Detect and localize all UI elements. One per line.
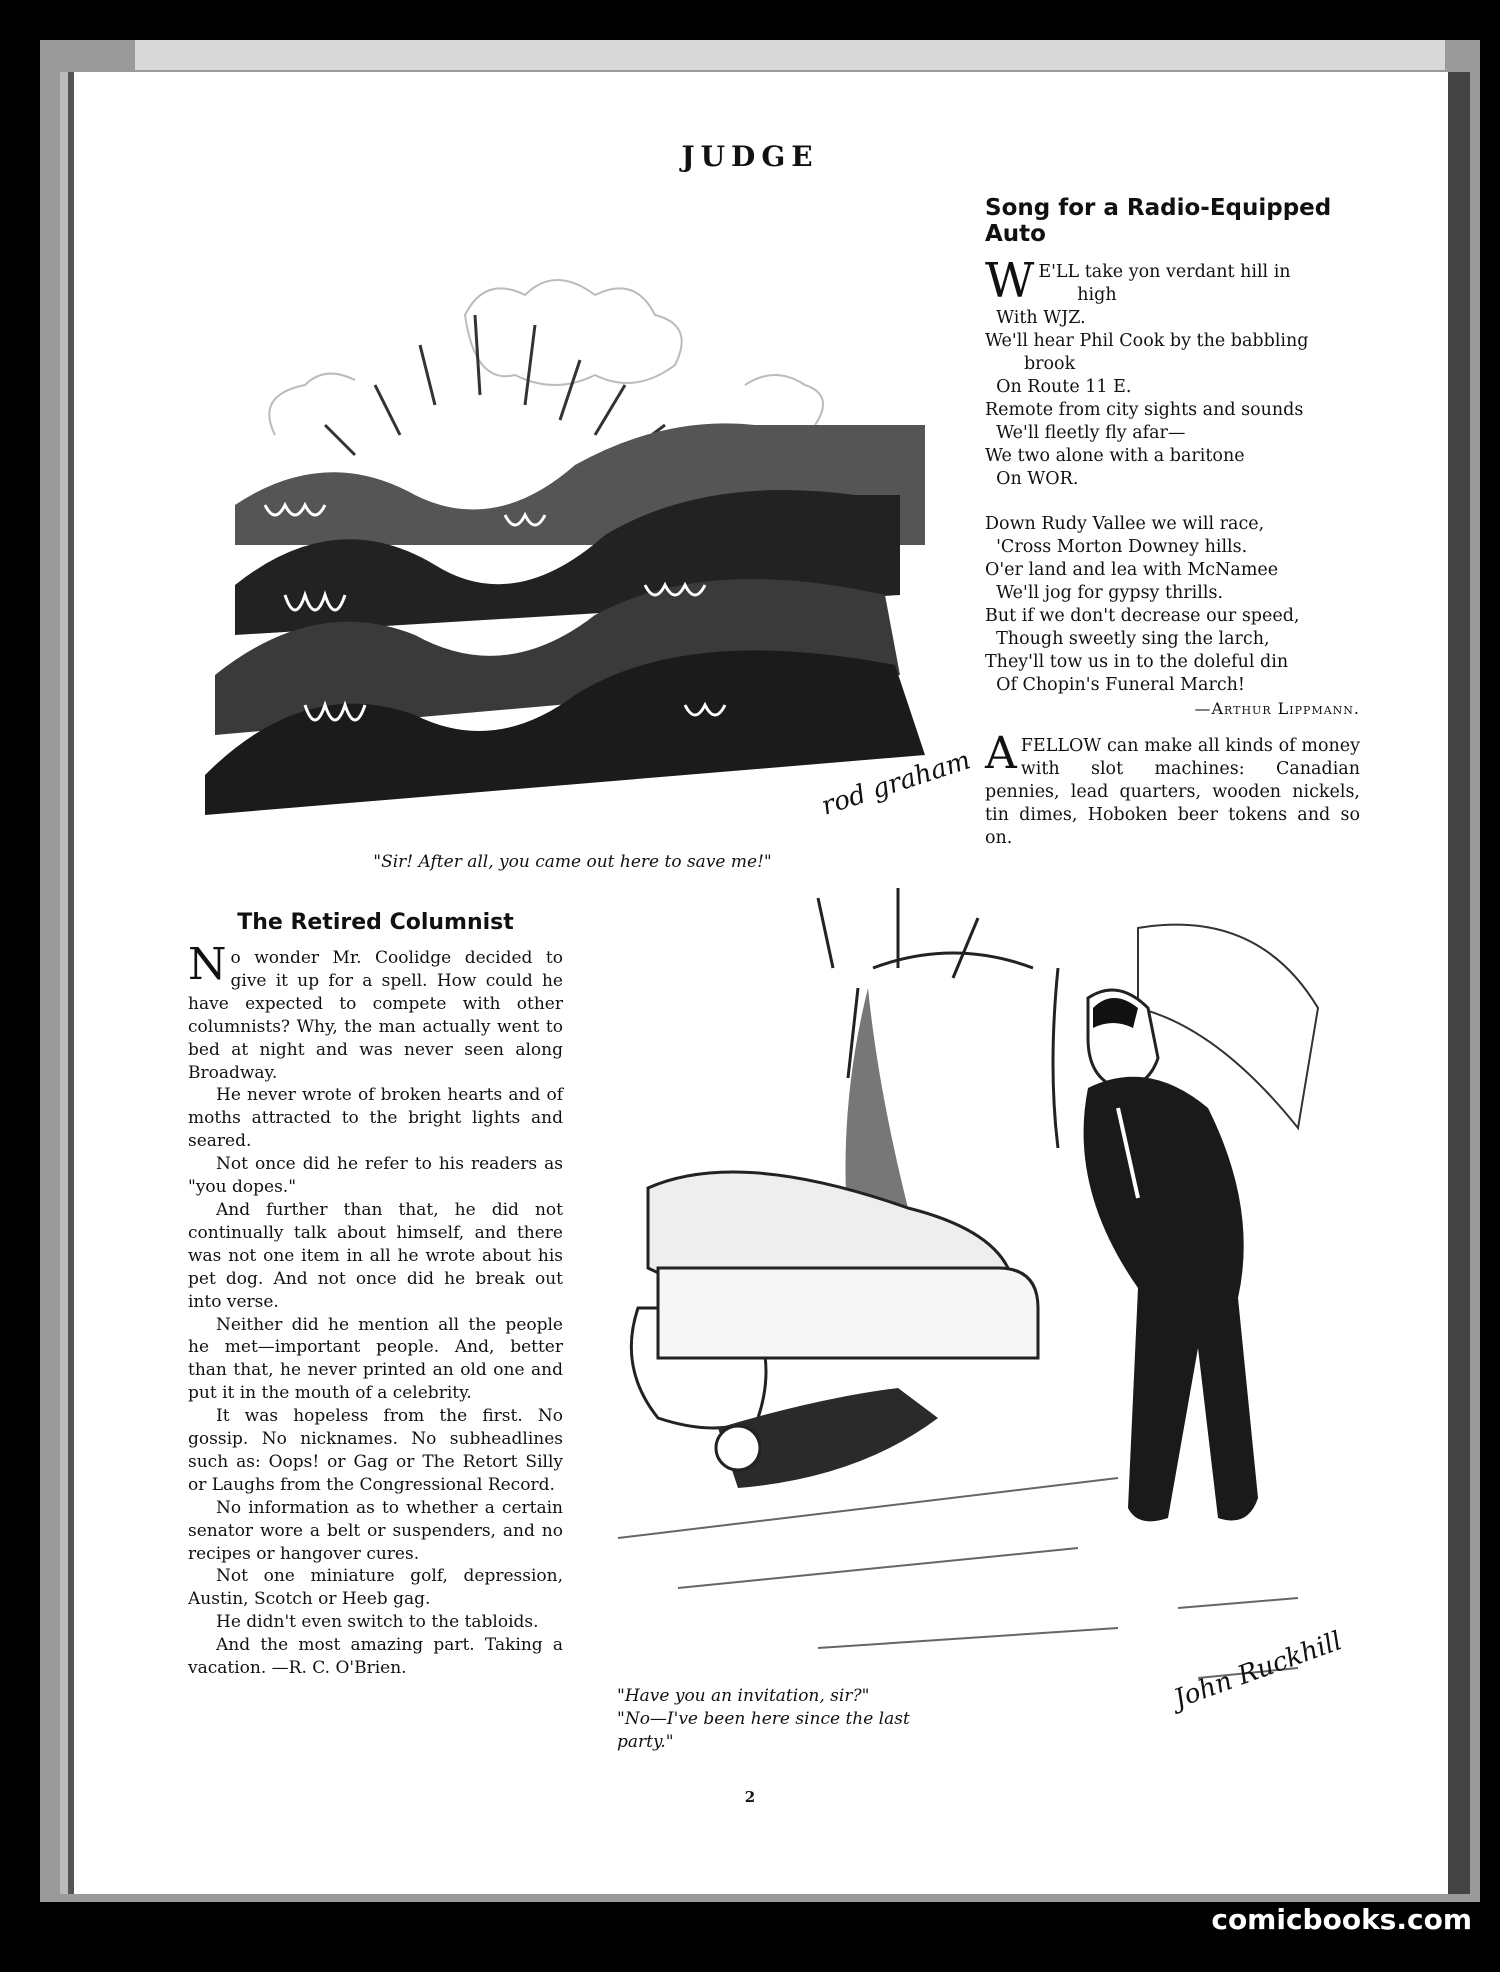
poem-stanza-2 — [985, 513, 1360, 697]
fellow-dropcap: A — [985, 728, 1017, 779]
poem-line: We'll hear Phil Cook by the babbling — [985, 331, 1309, 351]
fellow-text: FELLOW can make all kinds of money with slot machines: Canadian pennies, lead quarters, wooden nickels, tin dimes, Hoboken beer tokens and so on. — [985, 736, 1360, 848]
poem-line: brook — [985, 354, 1076, 374]
poem-line: We'll fleetly fly afar— — [985, 423, 1186, 443]
retired-columnist-article — [188, 910, 563, 1680]
song-title: Song for a Radio-Equipped Auto — [985, 195, 1332, 247]
watermark: comicbooks.com — [1211, 1903, 1472, 1936]
poem-line: W E'LL take yon verdant hill in — [985, 253, 1291, 309]
article-paragraph: Not once did he refer to his readers as "you dopes." — [188, 1154, 563, 1198]
poem-stanza-1 — [985, 253, 1360, 491]
cartoon2-caption — [617, 1685, 952, 1754]
article-paragraph: And further than that, he did not continually talk about himself, and there was not one item in all he wrote about his pet dog. And not once did he break out into verse. — [188, 1199, 563, 1312]
article-first-paragraph: No wonder Mr. Coolidge decided to give it up for a spell. How could he have expected to compete with other columnists? Why, the man actually went to bed at night and was never seen along Broadway. — [188, 939, 563, 1083]
waves-cartoon — [205, 255, 975, 840]
poem-line: Remote from city sights and sounds — [985, 400, 1304, 420]
fellow-paragraph — [985, 728, 1360, 850]
poem-line: On Route 11 E. — [985, 377, 1132, 397]
article-title: The Retired Columnist — [237, 910, 514, 935]
article-paragraph: No information as to whether a certain senator wore a belt or suspenders, and no recipes or hangover cures. — [188, 1497, 563, 1564]
poem-line: high — [1038, 285, 1117, 305]
poem-line: 'Cross Morton Downey hills. — [985, 537, 1248, 557]
article-paragraph: Neither did he mention all the people he met—important people. And, better than that, he never printed an old one and put it in the mouth of a celebrity. — [188, 1314, 563, 1404]
song-poem — [985, 195, 1360, 718]
poem-attribution: —Arthur Lippmann. — [1194, 699, 1360, 718]
article-paragraph: He never wrote of broken hearts and of moths attracted to the bright lights and seared. — [188, 1085, 563, 1152]
poem-line: O'er land and lea with McNamee — [985, 560, 1279, 580]
poem-line: Down Rudy Vallee we will race, — [985, 514, 1265, 534]
page-back-edge — [135, 40, 1445, 70]
poem-line: We'll jog for gypsy thrills. — [985, 583, 1224, 603]
poem-line: With WJZ. — [985, 308, 1086, 328]
poem-line: They'll tow us in to the doleful din — [985, 652, 1289, 672]
cartoon2-signature: John Ruckhill — [1170, 1626, 1346, 1715]
poem-dropcap: W — [985, 253, 1035, 309]
cartoon2-caption-line1: "Have you an invitation, sir?" — [617, 1686, 870, 1706]
article-paragraph: Not one miniature golf, depression, Austin, Scotch or Heeb gag. — [188, 1566, 563, 1610]
page-right-edge — [1448, 72, 1470, 1894]
article-paragraph: And the most amazing part. Taking a vacation. —R. C. O'Brien. — [188, 1635, 563, 1679]
poem-line: We two alone with a baritone — [985, 446, 1245, 466]
poem-line: Of Chopin's Funeral March! — [985, 675, 1245, 695]
cartoon1-signature: rod graham — [817, 745, 975, 822]
poem-line: Though sweetly sing the larch, — [985, 629, 1270, 649]
cartoon1-caption: "Sir! After all, you came out here to save me!" — [373, 852, 772, 872]
article-dropcap: N — [188, 939, 227, 990]
page-number: 2 — [744, 1788, 756, 1806]
party-cartoon — [618, 888, 1358, 1750]
article-paragraph: He didn't even switch to the tabloids. — [216, 1612, 539, 1633]
cartoon2-caption-line2: "No—I've been here since the last party." — [617, 1709, 910, 1752]
article-paragraphs — [188, 1084, 563, 1680]
poem-line: But if we don't decrease our speed, — [985, 606, 1300, 626]
article-paragraph: It was hopeless from the first. No gossip. No nicknames. No subheadlines such as: Oops! or Gag or The Retort Silly or Laughs from the Congressional Record. — [188, 1406, 563, 1495]
magazine-header: JUDGE — [681, 140, 819, 173]
poem-line: On WOR. — [985, 469, 1079, 489]
